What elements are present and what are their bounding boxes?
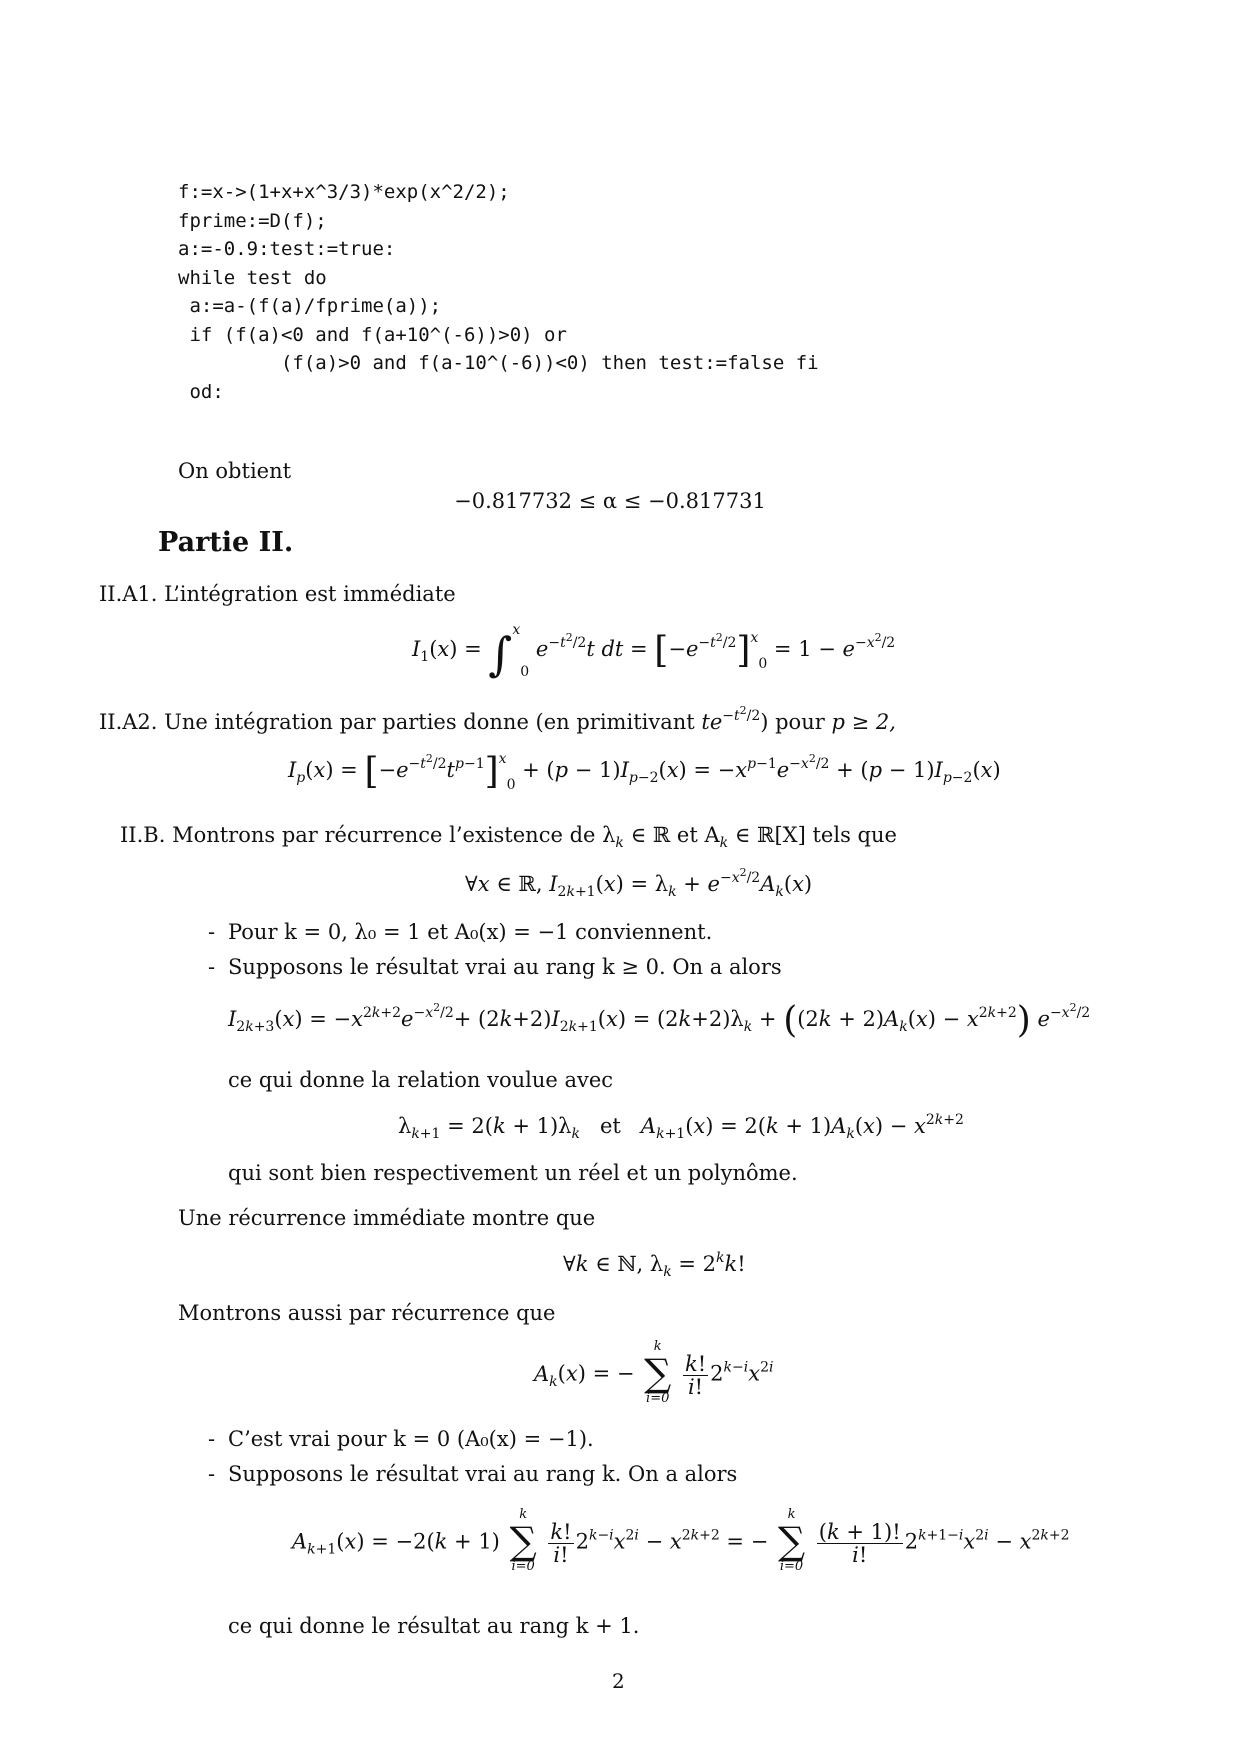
page-number: 2 — [612, 1669, 625, 1693]
pour-k0-text: Pour k = 0, λ₀ = 1 et A₀(x) = −1 conviennent. — [228, 920, 713, 944]
recurrence-text: Une récurrence immédiate montre que — [178, 1206, 596, 1230]
b-label: II.B. — [120, 823, 166, 847]
equation-lambda-A: $\lambda_{k+1} = 2(k + 1)\lambda_k$ et $A_{k+1}(x) = 2(k + 1)A_k(x) - x^{2k+2}$ — [398, 1112, 964, 1142]
code-line: if (f(a)<0 and f(a+10^(-6))>0) or — [178, 323, 567, 346]
code-line: a:=a-(f(a)/fprime(a)); — [178, 295, 442, 317]
code-line: od: — [178, 380, 224, 403]
code-line: a:=-0.9:test:=true: — [178, 238, 396, 260]
b-text: Montrons par récurrence l’existence de λ — [172, 823, 616, 847]
equation-I1: $I_1(x) = \int^x_0$ $e^{-t^2/2}t$ dt = $[-e^{-t^2/2}]^x_0 = 1 - e^{-x^2/2}$ — [412, 622, 896, 681]
equation-I2k1: ∀x ∈ ℝ, $I_{2k+1}(x) = \lambda_k + e^{-x^2/2}A_k(x)$ — [465, 866, 813, 900]
alpha-bounds: −0.817732 ≤ α ≤ −0.817731 — [454, 489, 766, 513]
b-paragraph: II.B. Montrons par récurrence l’existence de $\lambda_k$ ∈ ℝ et $A_k$ ∈ ℝ[X] tels que — [120, 823, 897, 851]
a1-label: II.A1. — [99, 582, 158, 606]
a1-text: L’intégration est immédiate — [164, 582, 456, 606]
bullet: - — [208, 955, 216, 979]
a2-condition: p ≥ 2, — [831, 710, 896, 734]
a2-text-after: ) pour — [760, 710, 832, 734]
b-text3: ∈ ℝ[X] tels que — [728, 823, 897, 847]
supposons-text-2: Supposons le résultat vrai au rang k. On a alors — [228, 1462, 738, 1486]
a2-label: II.A2. — [99, 710, 158, 734]
bullet: - — [208, 920, 216, 944]
qui-sont-text: qui sont bien respectivement un réel et un polynôme. — [228, 1161, 798, 1185]
code-line: f:=x->(1+x+x^3/3)*exp(x^2/2); — [178, 181, 510, 203]
et-word: et — [600, 1114, 621, 1138]
conclusion-text: ce qui donne le résultat au rang k + 1. — [228, 1614, 640, 1638]
b-text2: ∈ ℝ et A — [623, 823, 720, 847]
equation-Ak: $A_k(x)$ = − k ∑ i=0 $\frac{k!}{i!}$ $2^{k-i}x^{2i}$ — [534, 1339, 774, 1406]
code-line: fprime:=D(f); — [178, 209, 327, 232]
bullet: - — [208, 1462, 216, 1486]
a2-text: Une intégration par parties donne (en primitivant — [164, 710, 702, 734]
code-line: while test do — [178, 266, 327, 289]
section-title: Partie II. — [158, 527, 294, 558]
a2-paragraph: II.A2. Une intégration par parties donne (en primitivant $te^{-t^2/2}$) pour p ≥ 2, — [99, 704, 896, 734]
maple-code-block — [178, 178, 819, 406]
bullet: - — [208, 1427, 216, 1451]
a1-paragraph — [99, 581, 456, 607]
equation-I2k3: $I_{2k+3}(x) = -x^{2k+2}e^{-x^2/2}+ (2k+2)I_{2k+1}(x) = (2k+2)\lambda_k + ((2k + 2)A_k(x) - x^{2k+2})$ $e^{-x^2/2}$ — [228, 1000, 1091, 1041]
on-obtient-text: On obtient — [178, 459, 292, 483]
montrons-aussi-text: Montrons aussi par récurrence que — [178, 1301, 556, 1325]
equation-lambda-k: ∀k ∈ ℕ, $\lambda_k = 2^kk$! — [563, 1250, 746, 1280]
supposons-text-1: Supposons le résultat vrai au rang k ≥ 0. On a alors — [228, 955, 782, 979]
equation-Ak1: $A_{k+1}(x) = -2(k + 1)$ k ∑ i=0 $\frac{k!}{i!}$ $2^{k-i}x^{2i} - x^{2k+2}$ = − k ∑ i=0 $\frac{(k + 1)!}{i!}$ $2^{k+1-i}x^{2i} - x^{2k+2}$ — [292, 1507, 1070, 1574]
code-line: (f(a)>0 and f(a-10^(-6))<0) then test:=false fi — [178, 352, 819, 374]
equation-Ip: $I_p(x) = [-e^{-t^2/2}t^{p-1}]^x_0 + (p - 1)I_{p-2}(x) = -x^{p-1}e^{-x^2/2} + (p - 1)I_{p-2}(x)$ — [288, 751, 1001, 793]
vrai-k0-text: C’est vrai pour k = 0 (A₀(x) = −1). — [228, 1427, 594, 1451]
relation-text: ce qui donne la relation voulue avec — [228, 1068, 614, 1092]
